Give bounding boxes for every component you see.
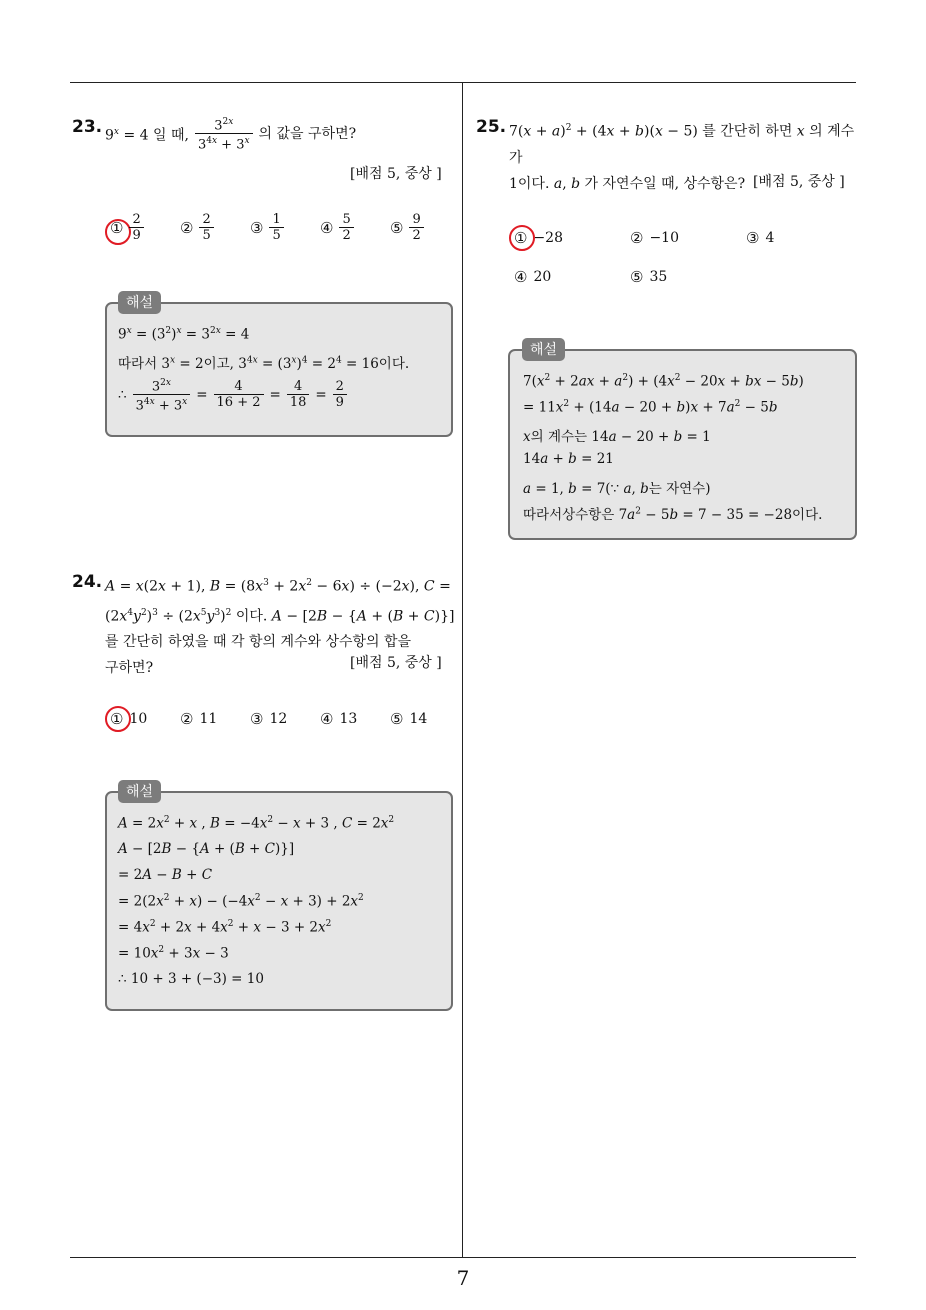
solution-line: x의 계수는 14a − 20 + b = 1: [523, 429, 711, 445]
choice-value: 12: [269, 711, 288, 727]
stem-line: A = x(2x + 1), $B = (8x^3 + 2x^2 - 6x) \div (-2x)$, C =: [105, 578, 451, 595]
question-24-meta: [배점 5, 중상 ]: [350, 655, 442, 671]
choice-25-3[interactable]: [746, 229, 774, 247]
choice-fraction: $\frac{5}{2}$: [339, 212, 353, 243]
solution-line: a = 1, b = 7(∵ a, b는 자연수): [523, 481, 711, 497]
question-number-24: 24.: [72, 572, 103, 592]
choice-number: ⑤: [630, 268, 644, 286]
choice-number: ③: [250, 218, 264, 237]
choice-number: ③: [746, 229, 760, 247]
choice-value: 35: [649, 269, 668, 285]
choice-24-4[interactable]: [320, 710, 357, 728]
choice-23-4[interactable]: [320, 212, 354, 243]
choice-number: ④: [320, 710, 334, 728]
stem-fraction: [195, 115, 253, 153]
choice-number: ③: [250, 710, 264, 728]
choice-25-2[interactable]: [630, 229, 679, 247]
solution-line: ∴ 10 + 3 + (−3) = 10: [118, 971, 264, 987]
choice-value: 10: [129, 711, 148, 727]
choice-23-3[interactable]: [250, 212, 284, 243]
solution-line: = $4x^2 + 2x + 4x^2 + x - 3 + 2x^2$: [118, 919, 332, 936]
solution-box-24: [105, 791, 453, 1011]
choice-23-2[interactable]: [180, 212, 214, 243]
question-number-23: 23.: [72, 117, 103, 137]
stem-fraction-numerator: $3^{2x}$: [214, 117, 234, 134]
stem-line: 구하면?: [105, 660, 154, 677]
column-divider: [462, 83, 463, 1257]
solution-line: = $2(2x^2 + x) - (-4x^2 - x + 3) + 2x^2$: [118, 893, 364, 910]
question-number-25: 25.: [476, 117, 507, 137]
choice-23-1[interactable]: [110, 212, 144, 243]
solution-line: 따라서상수항은 $7a^2 - 5b = 7 - 35 = -28$이다.: [523, 506, 823, 523]
solution-line: $9^x = (3^2)^x = 3^{2x} = 4$: [118, 326, 250, 343]
choice-value: −10: [649, 230, 679, 246]
solution-line: $7(x^2 + 2ax + a^2) + (4x^2 - 20x$ + bx − 5b): [523, 373, 804, 390]
solution-tag-25: 해설: [522, 338, 565, 361]
choice-value: −28: [533, 230, 563, 246]
solution-line: $A = 2x^2 + x$ , $B = -4x^2 - x + 3$ , $C = 2x^2$: [118, 815, 395, 832]
solution-line: = $10x^2 + 3x - 3$: [118, 945, 229, 962]
choice-number: ②: [630, 229, 644, 247]
choice-number: ④: [320, 218, 334, 237]
stem-tail: 의 값을 구하면?: [258, 125, 357, 142]
choice-value: 11: [199, 711, 218, 727]
solution-box-23: [105, 302, 453, 437]
choice-number: ⑤: [390, 710, 404, 728]
choice-number: ①: [514, 229, 528, 247]
choice-fraction: $\frac{1}{5}$: [269, 212, 283, 243]
page-number: 7: [456, 1266, 470, 1290]
solution-tag-23: 해설: [118, 291, 161, 314]
choice-25-5[interactable]: [630, 268, 667, 286]
solution-line: = $11x^2 + (14a - 20 + b)x + 7a^2 - 5b$: [523, 399, 778, 416]
question-25-meta: [배점 5, 중상 ]: [753, 174, 845, 190]
choice-25-1[interactable]: [514, 229, 563, 247]
stem-part: $9^x = 4$ 일 때,: [105, 127, 189, 144]
solution-line: A − [2B − {A + (B + C)}]: [118, 841, 295, 857]
choice-number: ②: [180, 710, 194, 728]
solution-line: ∴ $\frac{3^{2x}}{3^{4x} + 3^x}$ = $\frac{4}{16 + 2}$ = $\frac{4}{18}$ = $\frac{2}{9}$: [118, 376, 347, 414]
choice-number: ⑤: [390, 218, 404, 237]
choice-24-2[interactable]: [180, 710, 217, 728]
choice-number: ①: [110, 218, 124, 237]
choice-fraction: $\frac{2}{5}$: [199, 212, 213, 243]
question-23-stem: [105, 115, 356, 153]
choice-fraction: $\frac{2}{9}$: [129, 212, 143, 243]
top-rule: [70, 82, 856, 83]
choice-number: ①: [110, 710, 124, 728]
choice-24-1[interactable]: [110, 710, 147, 728]
choice-25-4[interactable]: [514, 268, 551, 286]
choice-value: 4: [765, 230, 775, 246]
solution-box-25: [508, 349, 857, 540]
choice-value: 13: [339, 711, 358, 727]
stem-fraction-denominator: $3^{4x} + 3^x$: [195, 133, 253, 152]
solution-line: 14a + b = 21: [523, 451, 614, 467]
solution-line: = 2A − B + C: [118, 867, 213, 883]
choice-value: 20: [533, 269, 552, 285]
stem-line: 를 간단히 하였을 때 각 항의 계수와 상수항의 합을: [105, 634, 412, 651]
choice-number: ④: [514, 268, 528, 286]
choice-24-3[interactable]: [250, 710, 287, 728]
choice-number: ②: [180, 218, 194, 237]
solution-tag-24: 해설: [118, 780, 161, 803]
solution-line: 따라서 $3^x = 2$이고, $3^{4x} = (3^x)^4 = 2^4 = 16$이다.: [118, 355, 410, 372]
stem-line: 1이다. a, b 가 자연수일 때, 상수항은?: [509, 175, 746, 192]
choice-fraction: $\frac{9}{2}$: [409, 212, 423, 243]
question-23-meta: [배점 5, 중상 ]: [350, 166, 442, 182]
stem-line: $7(x + a)^2 + (4x + b)(x - 5)$ 를 간단히 하면 x 의 계수가: [509, 123, 855, 166]
stem-line: $(2x^4y^2)^3 \div (2x^5y^3)^2$ 이다. A − [2B − {A + (B + C)}]: [105, 607, 455, 625]
choice-23-5[interactable]: [390, 212, 424, 243]
choice-24-5[interactable]: [390, 710, 427, 728]
choice-value: 14: [409, 711, 428, 727]
bottom-rule: [70, 1257, 856, 1258]
